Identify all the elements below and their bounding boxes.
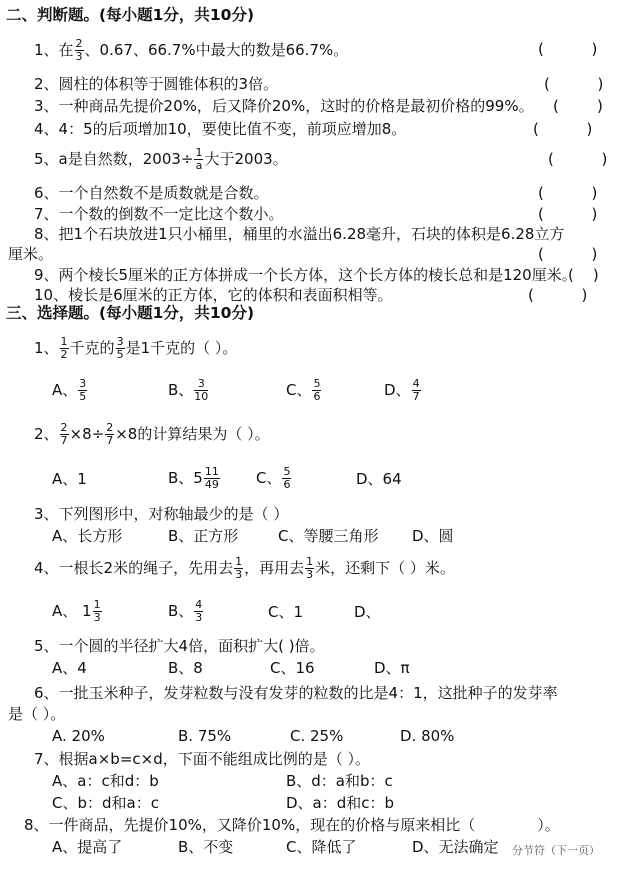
choice-q8 bbox=[24, 816, 560, 834]
fraction bbox=[412, 378, 421, 403]
judge-item-1-text-b: 、0.67、66.7%中最大的数是66.7%。 bbox=[84, 41, 349, 59]
denominator: 3 bbox=[93, 611, 101, 624]
denominator: a bbox=[195, 159, 203, 172]
q5-option-c[interactable]: C、16 bbox=[270, 659, 315, 677]
denominator: 5 bbox=[79, 390, 87, 403]
answer-paren-8[interactable]: ( ) bbox=[538, 245, 598, 263]
judge-item-1 bbox=[34, 38, 348, 63]
q8-option-d[interactable]: D、无法确定 bbox=[412, 838, 499, 856]
q6-option-a[interactable]: A. 20% bbox=[52, 727, 105, 745]
q2-text-b: ×8÷ bbox=[69, 425, 105, 443]
q4-text-b: ，再用去 bbox=[244, 559, 305, 577]
choice-q5: 5、一个圆的半径扩大4倍，面积扩大( )倍。 bbox=[34, 637, 325, 655]
answer-paren-10[interactable]: ( ) bbox=[528, 286, 588, 304]
denominator: 3 bbox=[195, 611, 203, 624]
judge-item-6: 6、一个自然数不是质数就是合数。 bbox=[34, 184, 269, 202]
q5-option-a[interactable]: A、4 bbox=[52, 659, 87, 677]
choice-q4 bbox=[34, 556, 455, 581]
judge-item-8-cont: 厘米。 bbox=[8, 245, 54, 263]
judge-item-8: 8、把1个石块放进1只小桶里，桶里的水溢出6.28毫升，石块的体积是6.28立方 bbox=[34, 225, 565, 243]
answer-paren-5[interactable]: ( ) bbox=[548, 150, 608, 168]
q8-tail: ）。 bbox=[537, 816, 560, 834]
judge-item-9: 9、两个棱长5厘米的正方体拼成一个长方体，这个长方体的棱长总和是120厘米。 bbox=[34, 266, 577, 284]
answer-paren-3[interactable]: ( ) bbox=[553, 97, 603, 115]
q2-option-a[interactable]: A、1 bbox=[52, 470, 87, 488]
numerator: 2 bbox=[106, 421, 114, 434]
fraction bbox=[60, 336, 69, 361]
q5-option-d[interactable]: D、π bbox=[374, 659, 410, 677]
fraction bbox=[234, 556, 243, 581]
q7-option-a[interactable]: A、a：c和d：b bbox=[52, 772, 159, 790]
q5-option-b[interactable]: B、8 bbox=[168, 659, 203, 677]
numerator: 4 bbox=[412, 377, 420, 390]
fraction bbox=[93, 599, 102, 624]
q7-option-b[interactable]: B、d：a和b：c bbox=[286, 772, 393, 790]
choice-q2 bbox=[34, 422, 270, 447]
option-label: B、 bbox=[168, 381, 194, 399]
choice-q7: 7、根据a×b=c×d，下面不能组成比例的是（ ）。 bbox=[34, 750, 371, 768]
fraction bbox=[60, 422, 69, 447]
denominator: 7 bbox=[60, 434, 68, 447]
q2-option-b[interactable] bbox=[168, 466, 221, 491]
numerator: 5 bbox=[313, 377, 321, 390]
q4-option-c[interactable]: C、1 bbox=[268, 603, 304, 621]
judge-item-5-text-b: 大于2003。 bbox=[204, 150, 288, 168]
numerator: 1 bbox=[306, 555, 314, 568]
numerator: 3 bbox=[79, 377, 87, 390]
judge-item-10: 10、棱长是6厘米的正方体，它的体积和表面积相等。 bbox=[34, 286, 393, 304]
q1-option-d[interactable] bbox=[384, 378, 422, 403]
numerator: 1 bbox=[93, 598, 101, 611]
q8-option-a[interactable]: A、提高了 bbox=[52, 838, 123, 856]
fraction bbox=[116, 336, 125, 361]
q4-text-a: 4、一根长2米的绳子，先用去 bbox=[34, 559, 234, 577]
denominator: 2 bbox=[60, 348, 68, 361]
denominator: 10 bbox=[194, 390, 209, 403]
section-2-heading: 二、判断题。(每小题1分，共10分) bbox=[6, 6, 255, 24]
numerator: 1 bbox=[235, 555, 243, 568]
q1-option-b[interactable] bbox=[168, 378, 209, 403]
denominator: 6 bbox=[313, 390, 321, 403]
fraction bbox=[312, 378, 321, 403]
option-label: B、5 bbox=[168, 469, 203, 487]
q7-option-d[interactable]: D、a：d和c：b bbox=[286, 794, 395, 812]
answer-paren-7[interactable]: ( ) bbox=[538, 205, 598, 223]
answer-paren-2[interactable]: ( ) bbox=[544, 75, 604, 93]
q3-option-c[interactable]: C、等腰三角形 bbox=[278, 527, 379, 545]
section-3-heading: 三、选择题。(每小题1分，共10分) bbox=[6, 304, 255, 322]
q1-text-a: 1、 bbox=[34, 339, 59, 357]
q3-option-d[interactable]: D、圆 bbox=[412, 527, 454, 545]
fraction bbox=[75, 38, 84, 63]
option-label: B、 bbox=[168, 602, 194, 620]
judge-item-5-text-a: 5、a是自然数，2003÷ bbox=[34, 150, 194, 168]
numerator: 2 bbox=[60, 421, 68, 434]
q2-option-d[interactable]: D、64 bbox=[356, 470, 402, 488]
numerator: 2 bbox=[75, 37, 83, 50]
option-label: C、 bbox=[256, 469, 282, 487]
choice-q1 bbox=[34, 336, 237, 361]
option-label: D、 bbox=[384, 381, 411, 399]
q4-option-a[interactable] bbox=[52, 599, 103, 624]
numerator: 4 bbox=[195, 598, 203, 611]
q2-option-c[interactable] bbox=[256, 466, 292, 491]
q2-text-a: 2、 bbox=[34, 425, 59, 443]
numerator: 1 bbox=[195, 146, 203, 159]
numerator: 3 bbox=[116, 335, 124, 348]
numerator: 5 bbox=[283, 465, 291, 478]
q1-text-c: 是1千克的（ ）。 bbox=[125, 339, 238, 357]
denominator: 3 bbox=[306, 568, 314, 581]
q8-text: 8、一件商品，先提价10%，又降价10%，现在的价格与原来相比（ bbox=[24, 816, 476, 834]
answer-paren-9[interactable]: ( ) bbox=[568, 266, 599, 284]
fraction bbox=[194, 147, 203, 172]
fraction bbox=[282, 466, 291, 491]
q4-option-d[interactable]: D、 bbox=[354, 603, 381, 621]
option-label: C、 bbox=[286, 381, 312, 399]
q1-option-c[interactable] bbox=[286, 378, 322, 403]
fraction bbox=[204, 466, 220, 491]
q6-option-b[interactable]: B. 75% bbox=[178, 727, 232, 745]
choice-q6-cont: 是（ ）。 bbox=[8, 705, 66, 723]
judge-item-7: 7、一个数的倒数不一定比这个数小。 bbox=[34, 205, 284, 223]
judge-item-1-text-a: 1、在 bbox=[34, 41, 74, 59]
fraction bbox=[105, 422, 114, 447]
choice-q6: 6、一批玉米种子，发芽粒数与没有发芽的粒数的比是4：1，这批种子的发芽率 bbox=[34, 684, 558, 702]
option-label: A、 bbox=[52, 381, 78, 399]
q2-text-c: ×8的计算结果为（ ）。 bbox=[115, 425, 270, 443]
denominator: 7 bbox=[106, 434, 114, 447]
denominator: 3 bbox=[235, 568, 243, 581]
q8-option-c[interactable]: C、降低了 bbox=[286, 838, 357, 856]
q4-option-b[interactable] bbox=[168, 599, 204, 624]
fraction bbox=[194, 378, 208, 403]
q8-option-b[interactable]: B、不变 bbox=[178, 838, 234, 856]
judge-item-4: 4、4：5的后项增加10，要使比值不变，前项应增加8。 bbox=[34, 120, 407, 138]
q1-text-b: 千克的 bbox=[69, 339, 115, 357]
denominator: 7 bbox=[412, 390, 420, 403]
q6-option-d[interactable]: D. 80% bbox=[400, 727, 455, 745]
numerator: 11 bbox=[204, 465, 219, 478]
fraction bbox=[305, 556, 314, 581]
q4-text-c: 米，还剩下（ ）米。 bbox=[315, 559, 455, 577]
answer-paren-1[interactable]: ( ) bbox=[538, 40, 598, 58]
denominator: 6 bbox=[283, 478, 291, 491]
fraction bbox=[194, 599, 203, 624]
q7-option-c[interactable]: C、b：d和a：c bbox=[52, 794, 159, 812]
denominator: 3 bbox=[75, 50, 83, 63]
judge-item-2: 2、圆柱的体积等于圆锥体积的3倍。 bbox=[34, 75, 279, 93]
choice-q3: 3、下列图形中，对称轴最少的是（ ） bbox=[34, 505, 289, 523]
section-break-marker: 分节符（下一页） bbox=[512, 844, 600, 857]
q1-option-a[interactable] bbox=[52, 378, 88, 403]
numerator: 3 bbox=[194, 378, 208, 391]
answer-paren-6[interactable]: ( ) bbox=[538, 184, 598, 202]
numerator: 1 bbox=[60, 335, 68, 348]
judge-item-5 bbox=[34, 147, 288, 172]
q6-option-c[interactable]: C. 25% bbox=[290, 727, 344, 745]
judge-item-3: 3、一种商品先提价20%，后又降价20%，这时的价格是最初价格的99%。 bbox=[34, 97, 534, 115]
denominator: 49 bbox=[204, 478, 219, 491]
q3-option-b[interactable]: B、正方形 bbox=[168, 527, 239, 545]
answer-paren-4[interactable]: ( ) bbox=[533, 120, 593, 138]
q3-option-a[interactable]: A、长方形 bbox=[52, 527, 123, 545]
fraction bbox=[78, 378, 87, 403]
denominator: 5 bbox=[116, 348, 124, 361]
option-label: A、 1 bbox=[52, 602, 92, 620]
